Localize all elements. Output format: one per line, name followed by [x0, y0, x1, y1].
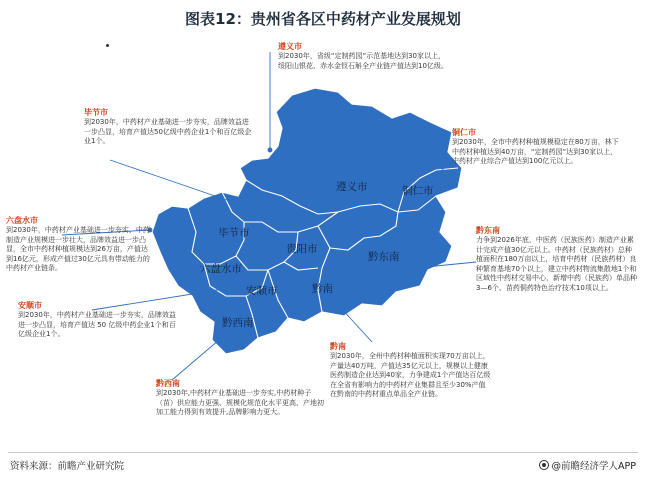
- callout-head: 铜仁市: [452, 128, 476, 137]
- city-label-guiyang: 贵阳市: [286, 243, 318, 255]
- callout-head: 六盘水市: [6, 216, 38, 225]
- callout-bijie: [84, 108, 252, 147]
- city-label-tongren: 铜仁市: [402, 185, 434, 197]
- callout-anshun: [18, 301, 176, 340]
- city-label-zunyi: 遵义市: [336, 181, 368, 193]
- callout-body: 到2030年，中药材产业基础进一步夯实，品牌效益进一步凸显，培育产值达50亿级中药企业1个和百亿级企业1个。: [84, 118, 252, 146]
- callout-tongren: [452, 128, 622, 167]
- brand-credit: [539, 458, 636, 472]
- callout-qiandongnan: [476, 226, 638, 294]
- callout-body: 到2030年，全州中药材种植面积实现70万亩以上，产量达40万吨，产值达35亿元以上，规模以上健康医药制造企业达到40家，力争建成1个产值达百亿级在全省有影响力的中药材产业集群且至少30%产值在黔南的中药材重点单品全产业链。: [330, 352, 491, 399]
- callout-body: 到2030年，中药材产业基础进一步夯实，品牌效益进一步凸显，培育产值达 50 亿级中药企业1个和百亿级企业1个。: [18, 311, 176, 339]
- callout-body: 力争到2026年底，中医药（民族医药）制造产业累计完成产值30亿元以上。中药材（民族药材）总种植面积在180万亩以上，培育中药材（民族药材）良种繁育基地70个以上，建立中药材物流集散地1个和区域性中药材交易中心，新增中药（民族药）单品种3—6个、苗药侗药特色治疗技术10项以上。: [476, 236, 637, 292]
- source-note: 资料来源：前瞻产业研究院: [10, 461, 125, 472]
- callout-zunyi: [278, 42, 450, 71]
- callout-body: 到2030年,中药材产业基础进一步夯实,中药材种子（苗）供应能力更强、规模化规范化水平更高、产地初加工能力得到有效提升,品牌影响力更大。: [156, 389, 324, 417]
- city-label-bijie: 毕节市: [218, 227, 250, 239]
- callout-head: 黔东南: [476, 226, 500, 235]
- callout-qiannan: [330, 342, 492, 400]
- brand-text: @前瞻经济学人APP: [551, 461, 636, 472]
- callout-liupanshui: [6, 216, 152, 274]
- callout-body: 到2030年，中药材产业基础进一步夯实，中药制造产业规模进一步壮大，品牌效益进一步凸显，全市中药材种植规模达到26万亩，产值达到16亿元，形成产值过30亿元具有带动能力的中药材产业链条。: [6, 226, 150, 273]
- city-label-qiannan: 黔南: [312, 283, 333, 295]
- city-label-liupanshui: 六盘水市: [200, 263, 242, 275]
- callout-head: 毕节市: [84, 108, 108, 117]
- footer-divider: [8, 452, 638, 453]
- qianzhan-logo-icon: [539, 460, 549, 470]
- callout-body: 到2030年，省级“定制药园”示范基地达到30家以上，绥阳山银花、赤水金钗石斛全产业链产值达到10亿级。: [278, 52, 448, 70]
- city-label-anshun: 安顺市: [246, 285, 278, 297]
- callout-body: 到2030年，全市中药材种植规模稳定在80万亩，林下中药材种植达到40万亩，“定制药园”达到30家以上，中药材产业综合产值达到100亿元以上。: [452, 138, 619, 166]
- city-label-qiandongnan: 黔东南: [368, 251, 400, 263]
- city-label-qianxinan: 黔西南: [222, 317, 254, 329]
- callout-head: 安顺市: [18, 301, 42, 310]
- page-title: 图表12：贵州省各区中药材产业发展规划: [185, 10, 461, 28]
- callout-head: 黔南: [330, 342, 346, 351]
- callout-head: 遵义市: [278, 42, 302, 51]
- callout-head: 黔西南: [156, 379, 180, 388]
- callout-qianxinan: [156, 379, 324, 418]
